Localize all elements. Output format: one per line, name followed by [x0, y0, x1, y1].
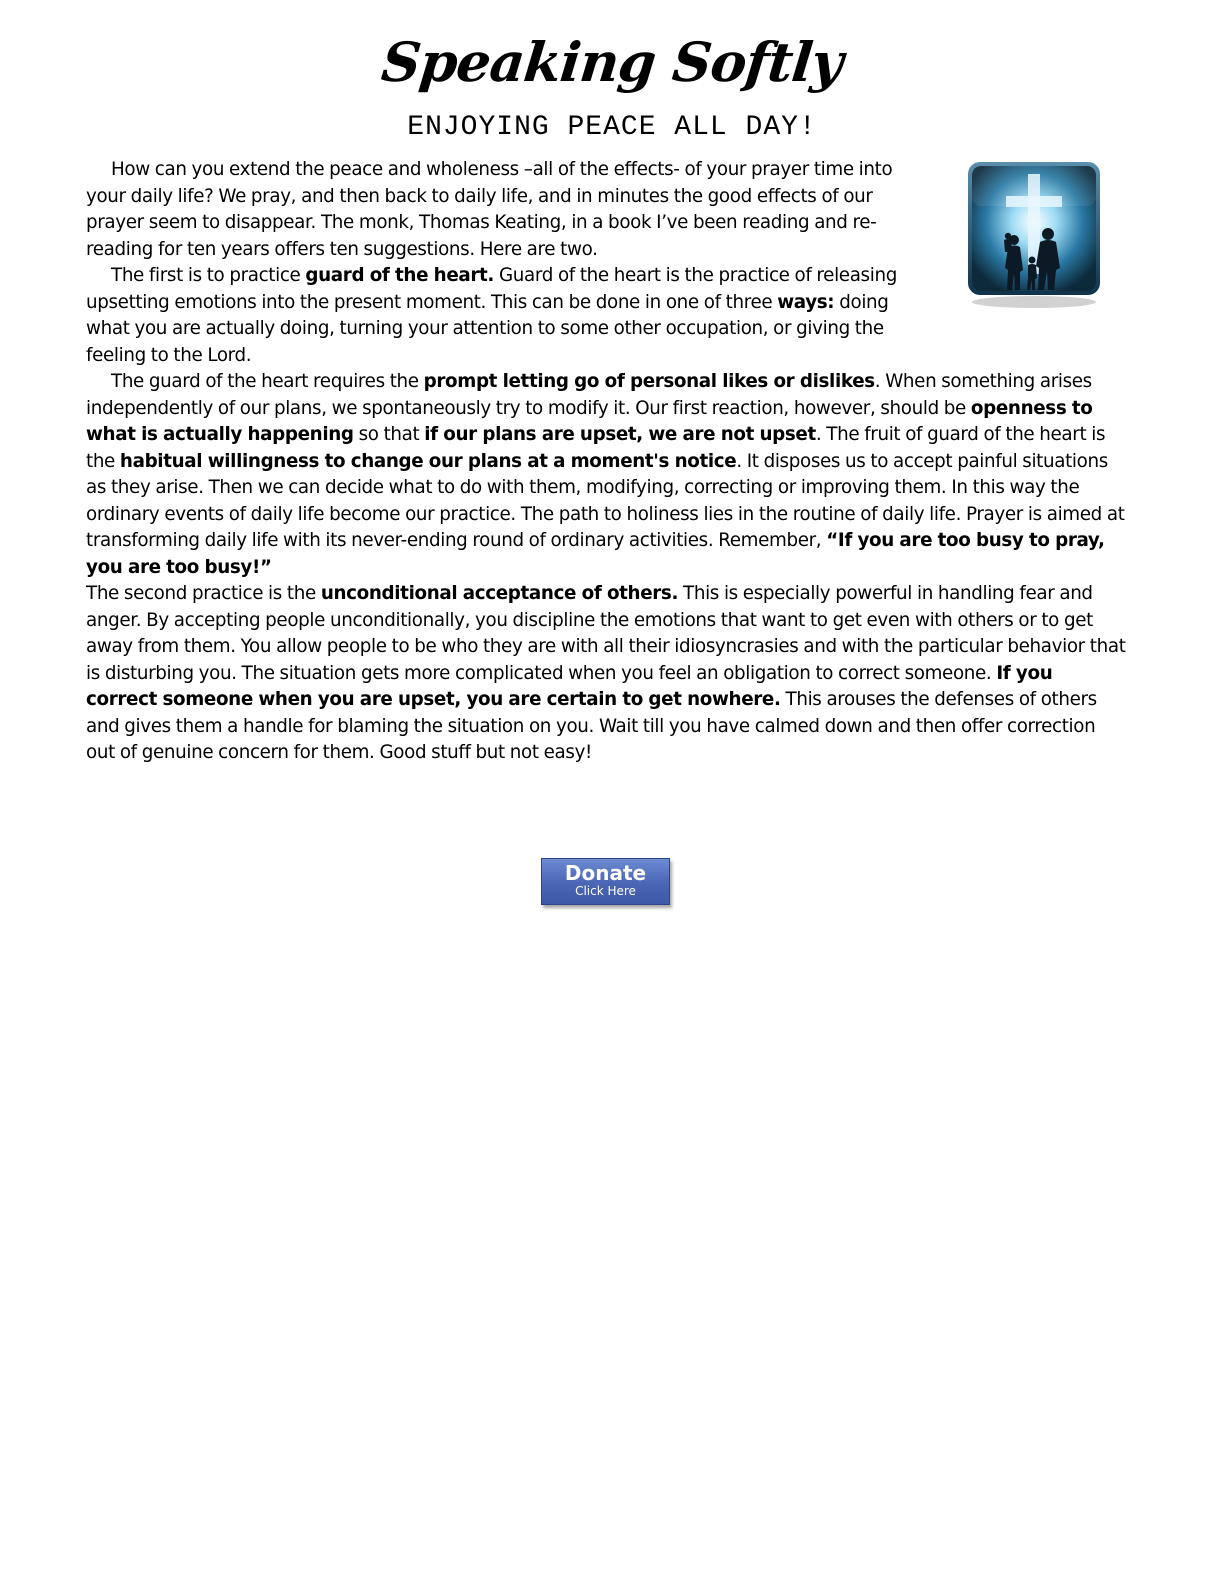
paragraph-text: Guard of the heart is the practice of releasing upsetting emotions into the present moment. This can be done in one of three	[86, 265, 897, 313]
emphasis-text: prompt letting go of personal likes or dislikes	[423, 371, 875, 392]
article-body	[86, 157, 1128, 767]
paragraph-text: This is especially powerful in handling fear and anger. By accepting people unconditionally, you discipline the emotions that want to get even with others or to get away from them. You allow people to be who they are with all their idiosyncrasies and with the particular behavior that is disturbing you. The situation gets more complicated when you feel an obligation to correct someone.	[86, 583, 1126, 684]
paragraph-3	[86, 369, 1128, 581]
emphasis-text: habitual willingness to change our plans at a moment's notice	[119, 450, 737, 472]
donate-sublabel: Click Here	[575, 884, 636, 898]
page-subtitle: ENJOYING PEACE ALL DAY!	[407, 112, 817, 143]
emphasis-text: openness to what is actually happening	[86, 397, 1093, 445]
cross-family-image	[938, 160, 1128, 318]
donate-button[interactable]	[541, 858, 670, 905]
paragraph-text: . When something arises independently of our plans, we spontaneously try to modify it. Our first reaction, however, should be	[86, 371, 1092, 419]
paragraph-text: The second practice is the	[86, 583, 321, 604]
cross-family-icon	[966, 160, 1102, 310]
emphasis-text: guard of the heart.	[305, 265, 495, 286]
paragraph-4	[86, 581, 1128, 767]
paragraph-text: How can you extend the peace and wholeness –all of the effects- of your prayer time into your daily life? We pray, and then back to daily life, and in minutes the good effects of our prayer seem to disappear. The monk, Thomas Keating, in a book I’ve been reading and re-reading for ten years offers ten suggestions. Here are two.	[86, 159, 893, 260]
donate-label: Donate	[564, 861, 647, 885]
paragraph-text: . It disposes us to accept painful situations as they arise. Then we can decide what to do with them, modifying, correcting or improving them. In this way the ordinary events of daily life become our practice. The path to holiness lies in the routine of daily life. Prayer is aimed at transforming daily life with its never-ending round of ordinary activities. Remember,	[86, 450, 1125, 551]
emphasis-text: unconditional acceptance of others.	[320, 583, 679, 604]
paragraph-text: so that	[353, 424, 425, 445]
emphasis-text: ways:	[777, 291, 835, 313]
paragraph-text: The guard of the heart requires the	[111, 371, 424, 392]
page-title: Speaking Softly	[378, 30, 846, 94]
emphasis-quote: “If you are too busy to pray, you are too busy!”	[86, 530, 1105, 578]
paragraph-text: doing what you are actually doing, turning your attention to some other occupation, or giving the feeling to the Lord.	[86, 291, 889, 366]
paragraph-text: This arouses the defenses of others and gives them a handle for blaming the situation on you. Wait till you have calmed down and then offer correction out of genuine concern for them. Good stuff but not easy!	[86, 689, 1097, 763]
paragraph-text: . The fruit of guard of the heart is the	[86, 424, 1106, 472]
emphasis-text: if our plans are upset, we are not upset	[424, 424, 816, 445]
paragraph-text: The first is to practice	[111, 265, 306, 286]
emphasis-text: If you correct someone when you are upset, you are certain to get nowhere.	[86, 662, 1053, 710]
